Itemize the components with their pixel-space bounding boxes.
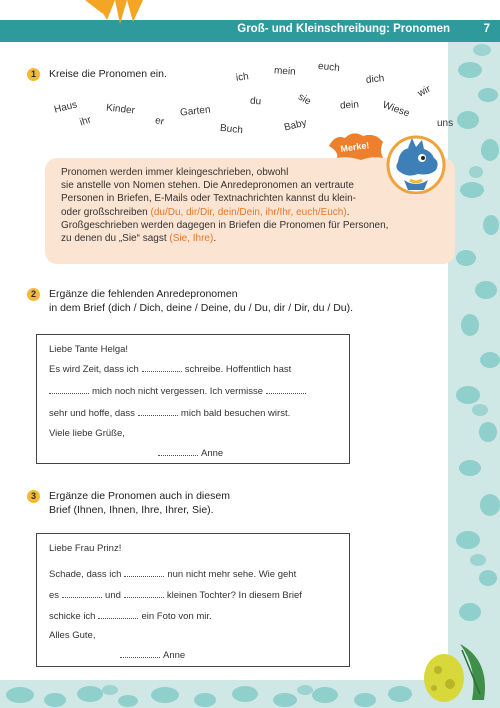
task-1-instruction: Kreise die Pronomen ein.	[49, 68, 167, 80]
rule-line: Pronomen werden immer kleingeschrieben, obwohl	[61, 167, 289, 178]
letter-line	[49, 568, 296, 580]
word-wiese[interactable]: Wiese	[380, 99, 411, 120]
letter-closing: Viele liebe Grüße,	[49, 428, 125, 439]
letter-aunt-helga	[36, 334, 350, 464]
letter-greeting: Liebe Tante Helga!	[49, 344, 129, 355]
letter-text: kleinen Tochter? In diesem Brief	[166, 590, 302, 601]
blank-field[interactable]	[266, 385, 306, 394]
word-mein[interactable]: mein	[273, 65, 297, 78]
blank-field[interactable]	[120, 649, 160, 658]
letter-signature-line	[155, 447, 223, 459]
letter-text: sehr und hoffe, dass	[49, 408, 135, 419]
letter-text: mich noch nicht vergessen. Ich vermisse	[92, 386, 264, 397]
word-du[interactable]: du	[249, 95, 262, 108]
letter-line	[49, 610, 212, 622]
letter-greeting: Liebe Frau Prinz!	[49, 543, 122, 554]
page-number: 7	[483, 23, 490, 35]
word-uns[interactable]: uns	[437, 118, 454, 129]
rule-line: Großgeschrieben werden dagegen in Briefen die Pronomen für Personen,	[61, 219, 389, 231]
word-garten[interactable]: Garten	[179, 104, 212, 119]
task-3-number: 3	[27, 490, 40, 503]
letter-line	[49, 363, 291, 375]
letter-signature-line	[117, 649, 185, 661]
task-1-number: 1	[27, 68, 40, 81]
task-3-instruction: Ergänze die Pronomen auch in diesem	[49, 490, 230, 502]
word-buch[interactable]: Buch	[219, 122, 244, 137]
word-baby[interactable]: Baby	[283, 117, 308, 134]
blank-field[interactable]	[158, 447, 198, 456]
rule-example: (du/Du, dir/Dir, dein/Dein, ihr/Ihr, euch/Euch)	[150, 206, 347, 218]
word-haus[interactable]: Haus	[53, 99, 79, 116]
letter-text: es	[49, 590, 60, 601]
word-dich[interactable]: dich	[365, 73, 385, 86]
rule-line: .	[346, 206, 350, 218]
task-3-instruction: Brief (Ihnen, Ihnen, Ihre, Ihrer, Sie).	[49, 504, 214, 516]
word-euch[interactable]: euch	[317, 60, 341, 75]
letter-text: Schade, dass ich	[49, 569, 122, 580]
rule-example: (Sie, Ihre)	[169, 233, 214, 245]
task-2-instruction: in dem Brief (dich / Dich, deine / Deine, du / Du, dir / Dir, du / Du).	[49, 302, 354, 314]
blank-field[interactable]	[138, 407, 178, 416]
rule-line: Personen in Briefen, E-Mails oder Textnachrichten kannst du klein-	[61, 193, 356, 205]
letter-text: nun nicht mehr sehe. Wie geht	[167, 569, 297, 580]
word-sie[interactable]: sie	[296, 91, 313, 108]
letter-signature: Anne	[163, 650, 186, 661]
task-2-instruction: Ergänze die fehlenden Anredepronomen	[49, 288, 238, 300]
task-2-number: 2	[27, 288, 40, 301]
word-ich[interactable]: ich	[235, 71, 250, 84]
blank-field[interactable]	[124, 568, 164, 577]
letter-text: Es wird Zeit, dass ich	[49, 364, 139, 375]
dragon-egg-decoration	[420, 640, 496, 704]
rule-line: oder großschreiben	[61, 206, 151, 218]
letter-closing: Alles Gute,	[49, 630, 96, 641]
letter-line	[49, 589, 302, 601]
blank-field[interactable]	[49, 385, 89, 394]
word-er[interactable]: er	[153, 115, 165, 128]
letter-line	[49, 407, 290, 419]
letter-line	[49, 385, 309, 397]
merke-label: Merke!	[339, 140, 370, 154]
letter-text: schicke ich	[49, 611, 96, 622]
letter-signature: Anne	[201, 448, 224, 459]
header-title: Groß- und Kleinschreibung: Pronomen	[237, 23, 450, 35]
rule-line: zu denen du „Sie“ sagst	[61, 233, 170, 245]
rule-line: sie anstelle von Nomen stehen. Die Anredepronomen an vertraute	[61, 180, 354, 192]
dragon-mascot	[378, 132, 450, 194]
word-kinder[interactable]: Kinder	[105, 102, 136, 117]
blank-field[interactable]	[124, 589, 164, 598]
letter-text: schreibe. Hoffentlich hast	[184, 364, 292, 375]
word-ihr[interactable]: ihr	[78, 114, 93, 129]
blank-field[interactable]	[98, 610, 138, 619]
word-dein[interactable]: dein	[339, 99, 360, 112]
rule-line: .	[213, 233, 217, 245]
letter-text: ein Foto von mir.	[141, 611, 212, 622]
word-wir[interactable]: wir	[416, 83, 433, 100]
letter-text: mich bald besuchen wirst.	[180, 408, 291, 419]
letter-frau-prinz	[36, 533, 350, 667]
blank-field[interactable]	[142, 363, 182, 372]
letter-text: und	[105, 590, 121, 601]
blank-field[interactable]	[62, 589, 102, 598]
